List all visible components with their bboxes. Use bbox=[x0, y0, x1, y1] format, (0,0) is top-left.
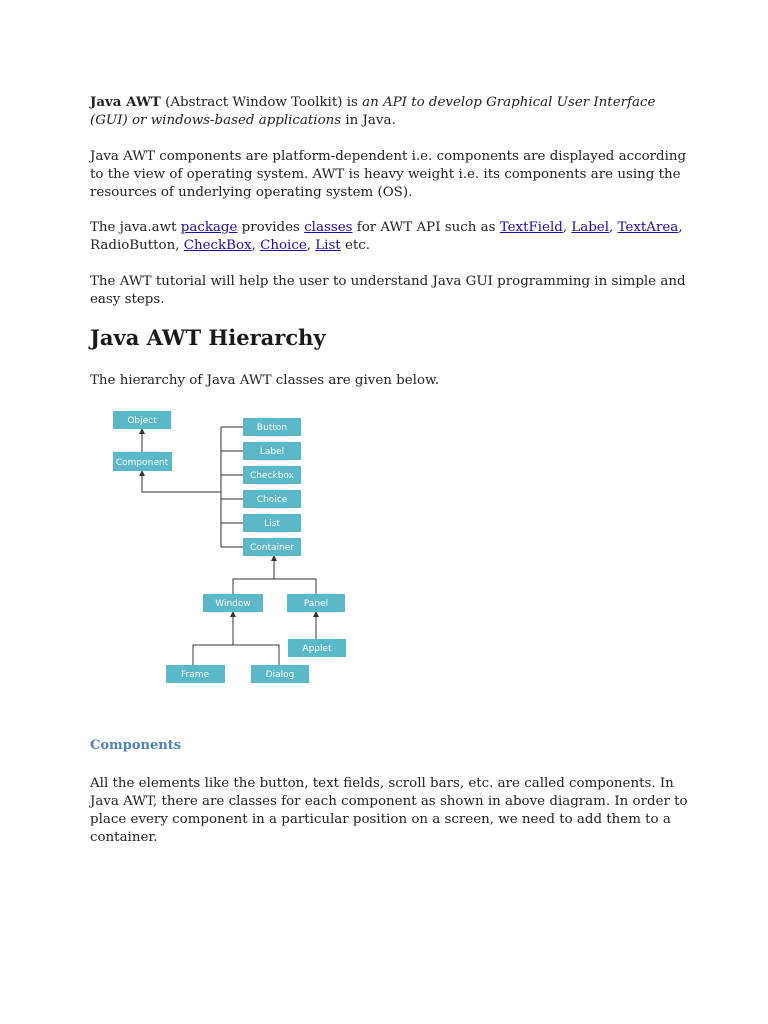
edge-frame-dialog-bus bbox=[193, 645, 279, 665]
intro-paragraph-2: Java AWT components are platform-dependent i.e. components are displayed according to the view of operating system. AWT is heavy weight i.e. its components are using the resources of underlying operating system (OS). bbox=[90, 149, 687, 200]
link-textfield[interactable]: TextField bbox=[499, 220, 563, 235]
node-list-label: List bbox=[264, 519, 280, 529]
link-choice[interactable]: Choice bbox=[260, 238, 307, 253]
node-label-label: Label bbox=[259, 447, 285, 457]
text-run: provides bbox=[237, 220, 305, 235]
text-run: , bbox=[609, 220, 618, 235]
node-checkbox-label: Checkbox bbox=[250, 471, 294, 481]
node-choice-label: Choice bbox=[256, 495, 288, 505]
hierarchy-intro: The hierarchy of Java AWT classes are given below. bbox=[90, 373, 440, 388]
node-frame bbox=[166, 665, 225, 683]
link-list[interactable]: List bbox=[315, 238, 341, 253]
text-run: , bbox=[306, 238, 316, 253]
intro-paragraph-4: The AWT tutorial will help the user to understand Java GUI programming in simple and easy steps. bbox=[90, 274, 686, 307]
link-textarea[interactable]: TextArea bbox=[617, 220, 679, 235]
text-run: for AWT API such as bbox=[352, 220, 500, 235]
node-choice bbox=[243, 490, 301, 508]
node-object-label: Object bbox=[127, 416, 157, 426]
node-dialog bbox=[251, 665, 309, 683]
intro-bold-term: Java AWT bbox=[90, 94, 161, 110]
intro-italic-definition: an API to develop Graphical User Interface (GUI) or windows-based applications bbox=[90, 95, 656, 128]
node-button bbox=[243, 418, 301, 436]
node-button-label: Button bbox=[256, 423, 288, 433]
node-dialog-label: Dialog bbox=[265, 670, 295, 680]
text-run: , RadioButton, bbox=[90, 220, 683, 253]
intro-text: in Java. bbox=[341, 113, 396, 128]
node-component-label: Component bbox=[115, 458, 169, 468]
link-checkbox[interactable]: CheckBox bbox=[183, 238, 252, 253]
node-checkbox bbox=[243, 466, 301, 484]
node-object bbox=[113, 411, 171, 429]
node-panel-label: Panel bbox=[303, 599, 329, 609]
node-applet-label: Applet bbox=[302, 644, 332, 654]
text-run: The java.awt bbox=[90, 220, 181, 235]
node-component bbox=[113, 452, 172, 471]
components-paragraph: All the elements like the button, text fields, scroll bars, etc. are called components. In Java AWT, there are classes for each component as shown in above diagram. In order to place every component in a particular position on a screen, we need to add them to a container. bbox=[90, 776, 688, 845]
hierarchy-heading: Java AWT Hierarchy bbox=[90, 325, 326, 350]
link-label[interactable]: Label bbox=[571, 220, 610, 235]
link-package[interactable]: package bbox=[180, 220, 238, 235]
link-classes[interactable]: classes bbox=[304, 220, 353, 235]
components-heading: Components bbox=[90, 738, 182, 753]
edge-window-panel-bus bbox=[233, 579, 316, 594]
node-label bbox=[243, 442, 301, 460]
node-container-label: Container bbox=[250, 543, 294, 553]
text-run: , bbox=[251, 238, 261, 253]
edge-controls-component bbox=[142, 473, 221, 492]
node-container bbox=[243, 538, 301, 556]
intro-text: (Abstract Window Toolkit) is bbox=[160, 95, 363, 110]
text-run: etc. bbox=[340, 238, 371, 253]
node-list bbox=[243, 514, 301, 532]
node-applet bbox=[288, 639, 346, 657]
node-window-label: Window bbox=[215, 599, 251, 609]
node-panel bbox=[287, 594, 345, 612]
text-run: , bbox=[562, 220, 572, 235]
node-window bbox=[203, 594, 263, 612]
node-frame-label: Frame bbox=[180, 670, 210, 680]
